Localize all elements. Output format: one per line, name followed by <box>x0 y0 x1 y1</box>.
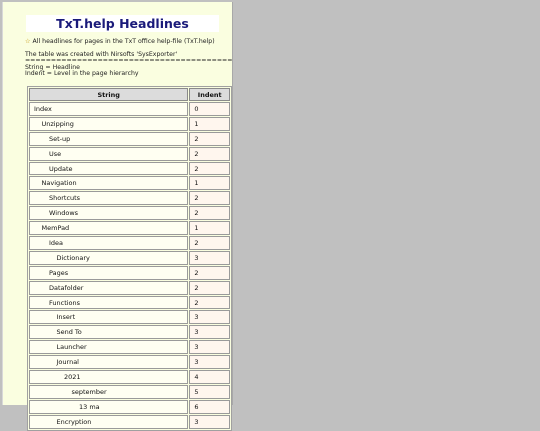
cell-indent: 3 <box>189 251 230 265</box>
table-row <box>29 310 230 324</box>
cell-indent: 3 <box>189 355 230 369</box>
table-row <box>29 370 230 384</box>
cell-indent: 0 <box>189 102 230 116</box>
cell-indent: 3 <box>189 340 230 354</box>
cell-string: Idea <box>29 236 188 250</box>
table-row <box>29 385 230 399</box>
cell-indent: 6 <box>189 400 230 414</box>
cell-indent: 3 <box>189 325 230 339</box>
table-row <box>29 162 230 176</box>
table-row <box>29 355 230 369</box>
document-page <box>2 2 233 426</box>
table-row <box>29 236 230 250</box>
cell-indent: 1 <box>189 176 230 190</box>
table-row <box>29 415 230 429</box>
note-line: The table was created with Nirsofts 'SysExporter' <box>25 51 178 58</box>
star-icon: ☆ <box>25 38 31 45</box>
table-row <box>29 400 230 414</box>
intro-line <box>25 38 215 45</box>
column-header-string: String <box>29 88 188 101</box>
title-box <box>26 15 219 32</box>
table-row <box>29 176 230 190</box>
cell-string: Journal <box>29 355 188 369</box>
table-row <box>29 147 230 161</box>
table-row <box>29 221 230 235</box>
cell-string: Encryption <box>29 415 188 429</box>
note-line: Indent = Level in the page hierarchy <box>25 69 139 77</box>
cell-string: Unzipping <box>29 117 188 131</box>
table-header-row <box>29 88 230 101</box>
page-title: TxT.help Headlines <box>56 16 189 31</box>
cell-indent: 5 <box>189 385 230 399</box>
table-row <box>29 102 230 116</box>
table-row <box>29 266 230 280</box>
cell-string: Update <box>29 162 188 176</box>
cell-indent: 1 <box>189 117 230 131</box>
table-row <box>29 191 230 205</box>
cell-indent: 2 <box>189 281 230 295</box>
cell-string: 2021 <box>29 370 188 384</box>
cell-indent: 2 <box>189 206 230 220</box>
cell-indent: 2 <box>189 147 230 161</box>
cell-string: Windows <box>29 206 188 220</box>
table-row <box>29 281 230 295</box>
cell-string: Navigation <box>29 176 188 190</box>
cell-indent: 2 <box>189 162 230 176</box>
cell-string: Launcher <box>29 340 188 354</box>
cell-string: Use <box>29 147 188 161</box>
table-row <box>29 325 230 339</box>
table-row <box>29 132 230 146</box>
cell-string: Insert <box>29 310 188 324</box>
cell-string: MemPad <box>29 221 188 235</box>
cell-string: Set-up <box>29 132 188 146</box>
cell-string: Datafolder <box>29 281 188 295</box>
notes-block <box>25 52 232 77</box>
note-line: ======================================== <box>25 57 233 65</box>
table-row <box>29 206 230 220</box>
note-line: String = Headline <box>25 63 80 71</box>
cell-indent: 3 <box>189 415 230 429</box>
cell-indent: 1 <box>189 221 230 235</box>
headlines-table <box>27 86 232 431</box>
cell-indent: 2 <box>189 132 230 146</box>
cell-string: Pages <box>29 266 188 280</box>
cell-string: Index <box>29 102 188 116</box>
cell-indent: 2 <box>189 191 230 205</box>
cell-indent: 2 <box>189 296 230 310</box>
cell-string: september <box>29 385 188 399</box>
intro-text: All headlines for pages in the TxT office help-file (TxT.help) <box>32 38 215 45</box>
cell-string: Send To <box>29 325 188 339</box>
table-row <box>29 117 230 131</box>
cell-indent: 4 <box>189 370 230 384</box>
cell-indent: 3 <box>189 310 230 324</box>
cell-string: Functions <box>29 296 188 310</box>
cell-indent: 2 <box>189 236 230 250</box>
cell-string: Dictionary <box>29 251 188 265</box>
table-body <box>29 102 230 429</box>
table-row <box>29 251 230 265</box>
column-header-indent: Indent <box>189 88 230 101</box>
cell-indent: 2 <box>189 266 230 280</box>
cell-string: 13 ma <box>29 400 188 414</box>
table-row <box>29 296 230 310</box>
table-row <box>29 340 230 354</box>
cell-string: Shortcuts <box>29 191 188 205</box>
